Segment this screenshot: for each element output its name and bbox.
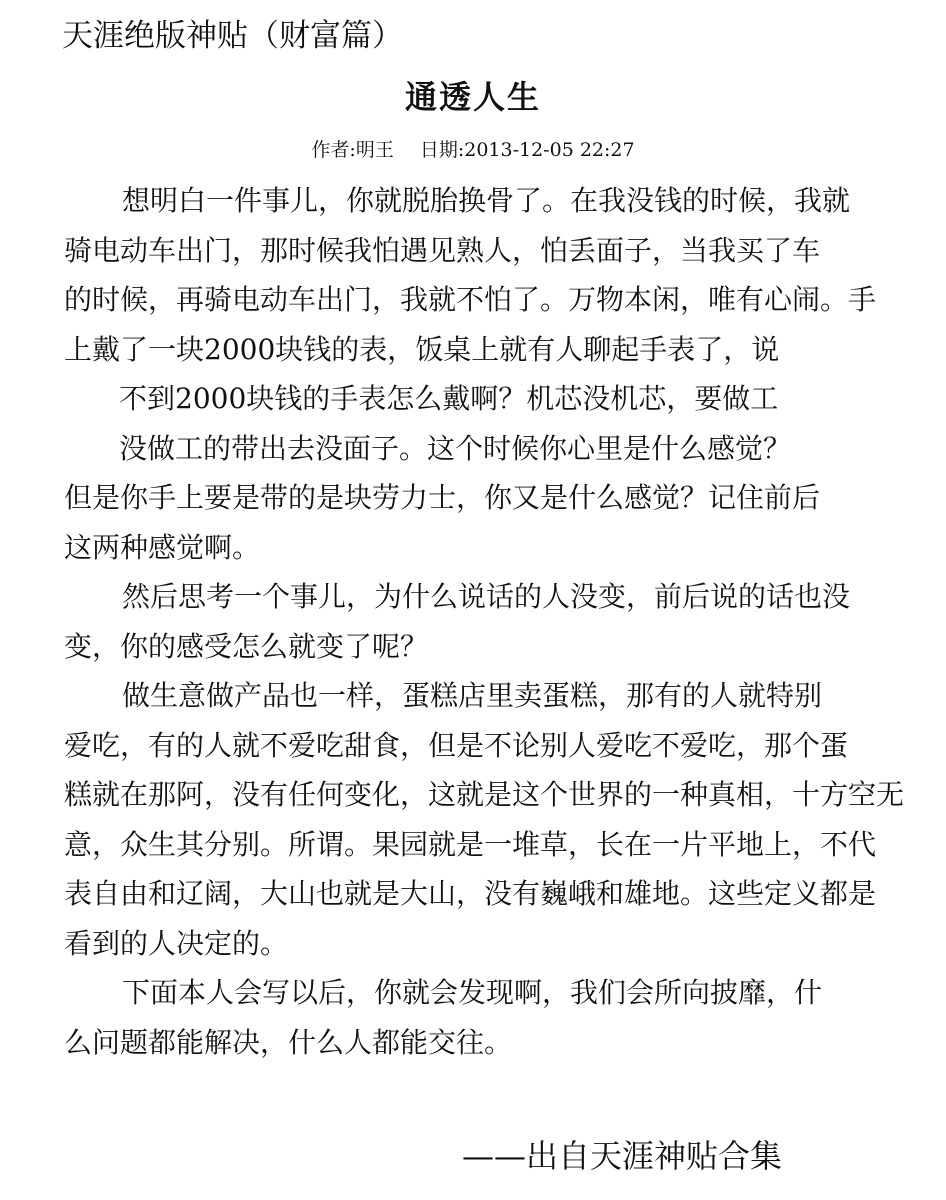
body-line: 想明白一件事儿，你就脱胎换骨了。在我没钱的时候，我就 bbox=[122, 184, 851, 217]
body-line: 这两种感觉啊。 bbox=[64, 530, 261, 564]
body-line: 爱吃，有的人就不爱吃甜食，但是不论别人爱吃不爱吃，那个蛋 bbox=[64, 728, 849, 762]
body-line: 看到的人决定的。 bbox=[64, 926, 289, 960]
body-line: 做生意做产品也一样，蛋糕店里卖蛋糕，那有的人就特别 bbox=[122, 679, 823, 712]
body-line: 上戴了一块2000块钱的表，饭桌上就有人聊起手表了，说 bbox=[64, 332, 780, 366]
author-label: 作者:明王 bbox=[311, 139, 394, 161]
body-line: 但是你手上要是带的是块劳力士，你又是什么感觉？记住前后 bbox=[64, 481, 821, 514]
body-line: 变，你的感受怎么就变了呢？ bbox=[64, 629, 429, 663]
body-line: 不到2000块钱的手表怎么戴啊？机芯没机芯，要做工 bbox=[119, 382, 779, 415]
body-line: 么问题都能解决，什么人都能交往。 bbox=[64, 1025, 513, 1059]
article-meta bbox=[0, 134, 946, 166]
body-line: 骑电动车出门，那时候我怕遇见熟人，怕丢面子，当我买了车 bbox=[64, 233, 821, 267]
article-title: 通透人生 bbox=[404, 78, 541, 116]
document-heading: 天涯绝版神贴（财富篇） bbox=[62, 18, 403, 54]
source-signature: ——出自天涯神贴合集 bbox=[462, 1137, 783, 1175]
body-line: 表自由和辽阔，大山也就是大山，没有巍峨和雄地。这些定义都是 bbox=[64, 877, 877, 910]
date-label: 日期:2013-12-05 22:27 bbox=[419, 139, 635, 161]
body-line: 下面本人会写以后，你就会发现啊，我们会所向披靡，什 bbox=[122, 976, 823, 1009]
body-line: 的时候，再骑电动车出门，我就不怕了。万物本闲，唯有心闹。手 bbox=[64, 283, 877, 316]
body-line: 糕就在那阿，没有任何变化，这就是这个世界的一种真相，十方空无 bbox=[64, 778, 905, 811]
article-body bbox=[64, 176, 904, 1067]
body-line: 然后思考一个事儿，为什么说话的人没变，前后说的话也没 bbox=[122, 580, 851, 613]
body-line: 意，众生其分别。所谓。果园就是一堆草，长在一片平地上，不代 bbox=[64, 827, 877, 861]
body-line: 没做工的带出去没面子。这个时候你心里是什么感觉？ bbox=[119, 431, 792, 465]
